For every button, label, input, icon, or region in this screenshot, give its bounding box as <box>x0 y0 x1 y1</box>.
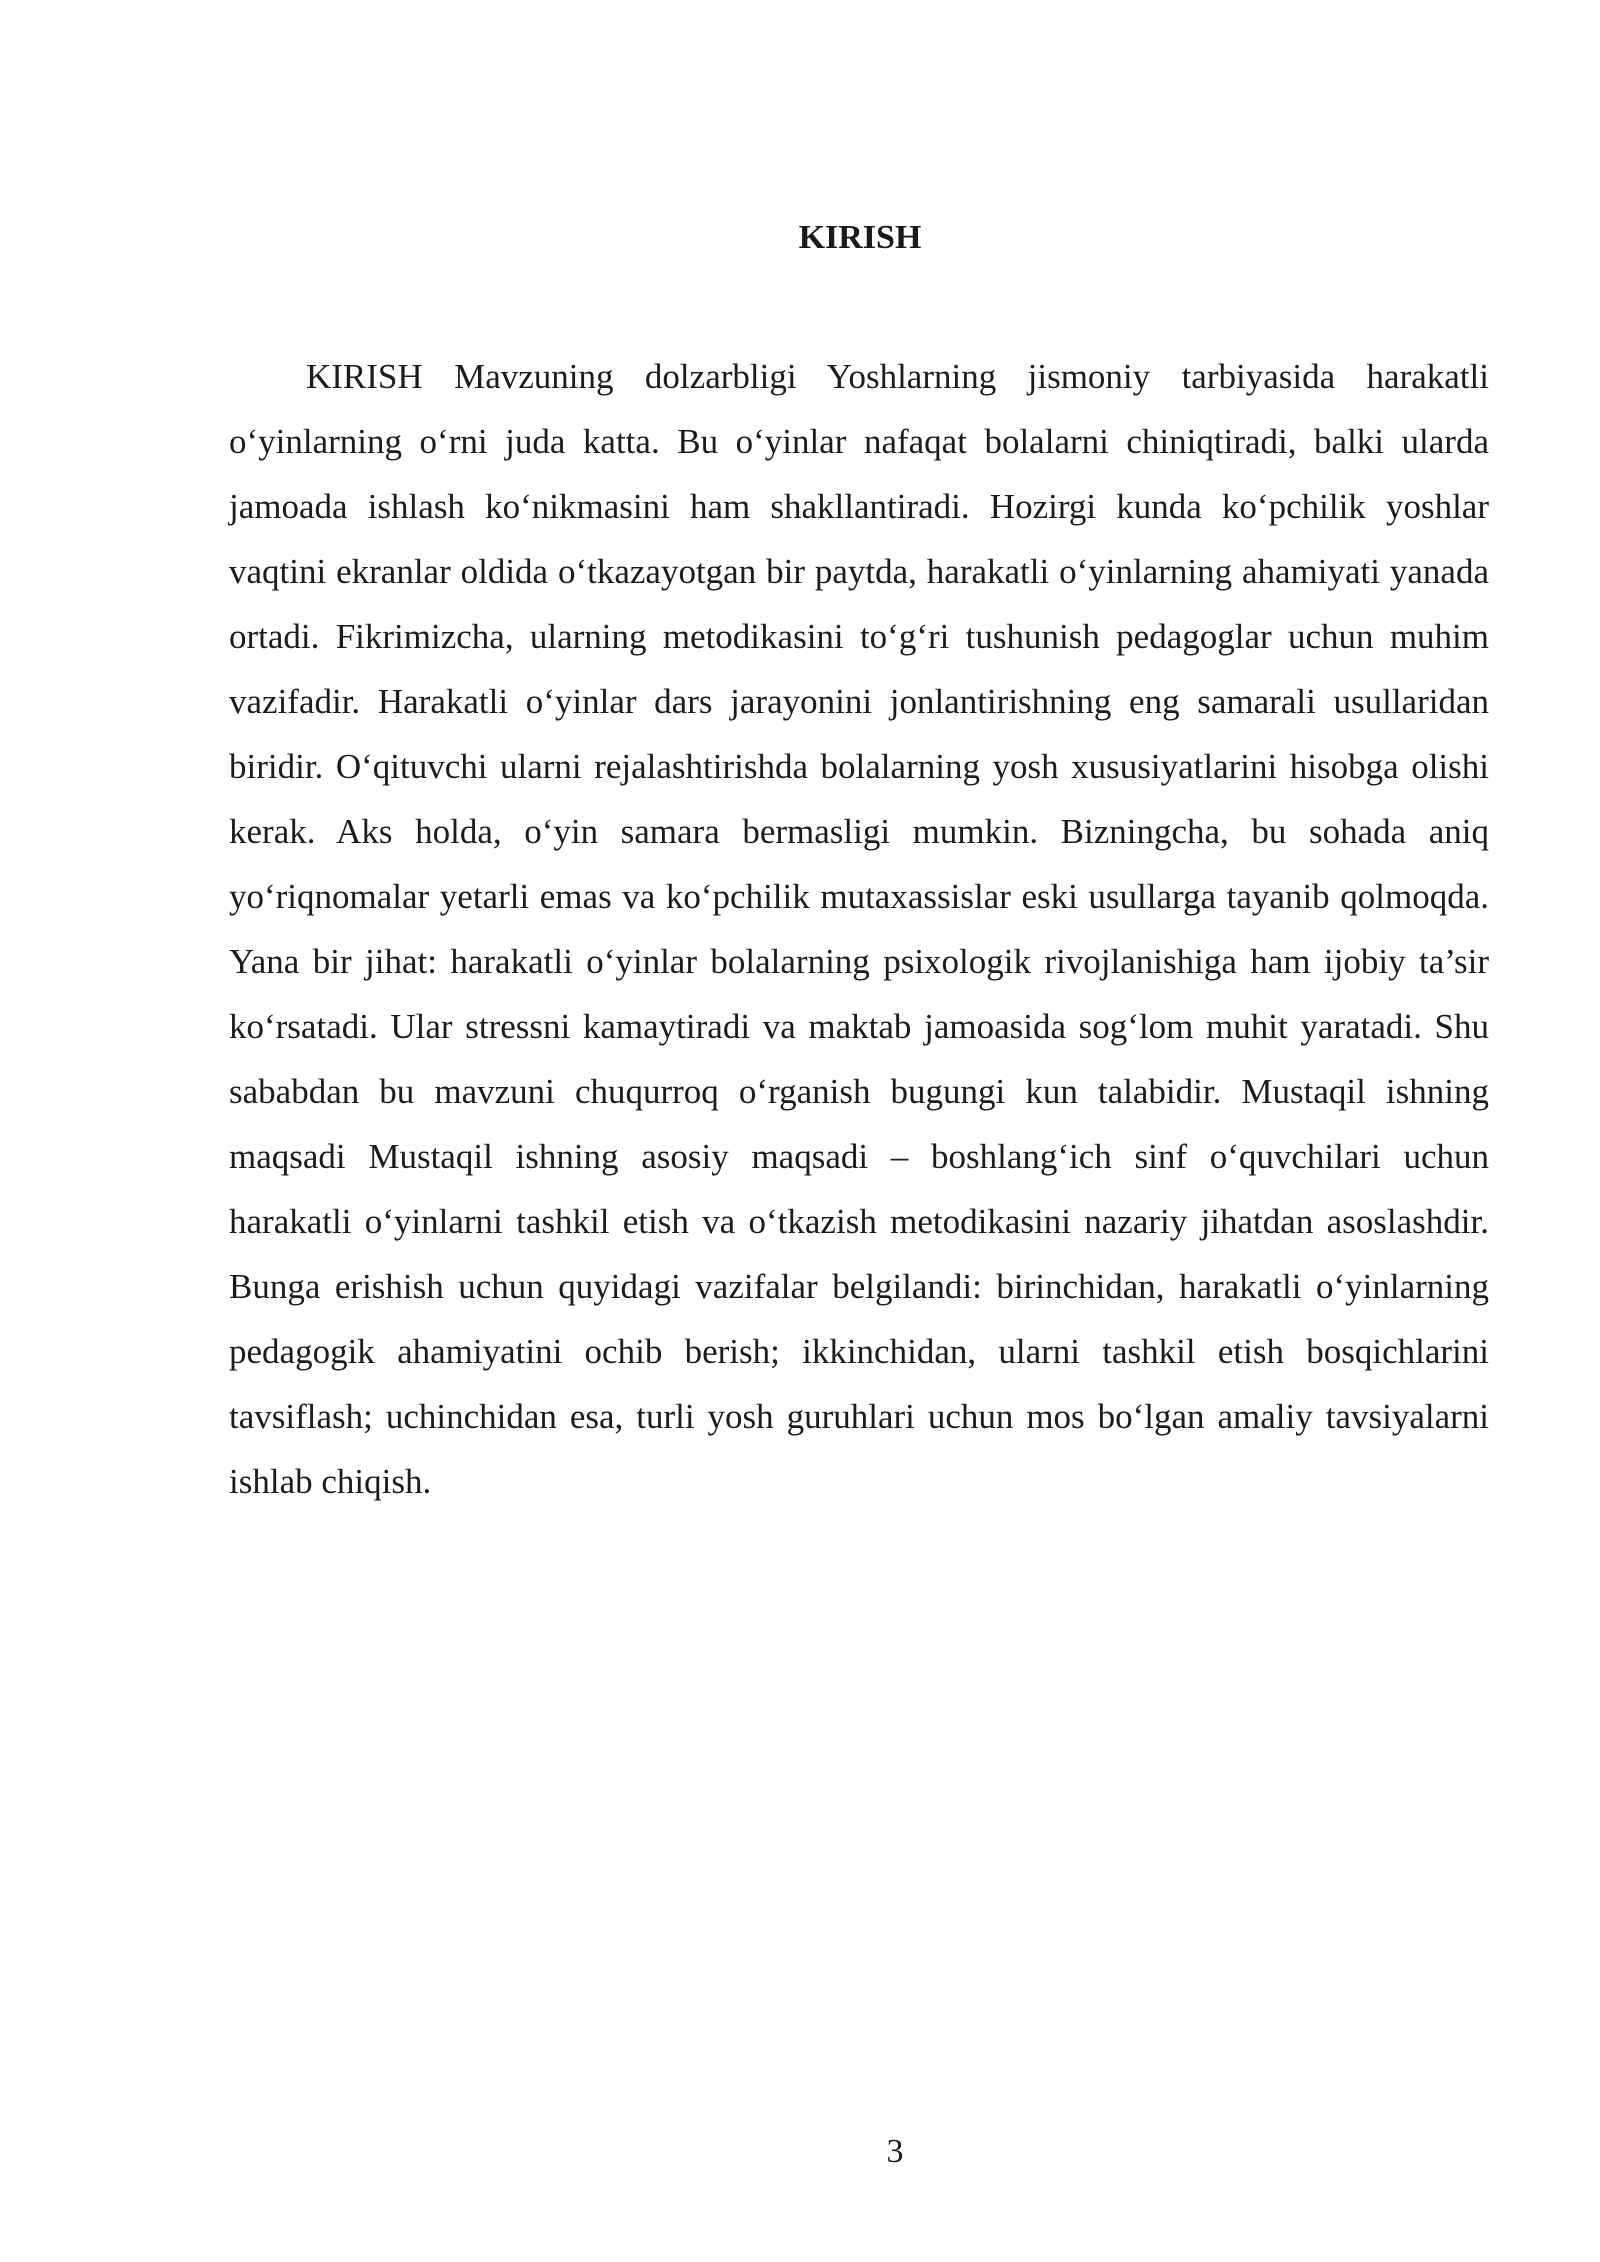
body-paragraph: KIRISH Mavzuning dolzarbligi Yoshlarning jismoniy tarbiyasida harakatli o‘yinlarning o‘rni juda katta. Bu o‘yinlar nafaqat bolalarni chiniqtiradi, balki ularda jamoada ishlash ko‘nikmasini ham shakllantiradi. Hozirgi kunda ko‘pchilik yoshlar vaqtini ekranlar oldida o‘tkazayotgan bir paytda, harakatli o‘yinlarning ahamiyati yanada ortadi. Fikrimizcha, ularning metodikasini to‘g‘ri tushunish pedagoglar uchun muhim vazifadir. Harakatli o‘yinlar dars jarayonini jonlantirishning eng samarali usullaridan biridir. O‘qituvchi ularni rejalashtirishda bolalarning yosh xususiyatlarini hisobga olishi kerak. Aks holda, o‘yin samara bermasligi mumkin. Bizningcha, bu sohada aniq yo‘riqnomalar yetarli emas va ko‘pchilik mutaxassislar eski usullarga tayanib qolmoqda. Yana bir jihat: harakatli o‘yinlar bolalarning psixologik rivojlanishiga ham ijobiy ta’sir ko‘rsatadi. Ular stressni kamaytiradi va maktab jamoasida sog‘lom muhit yaratadi. Shu sababdan bu mavzuni chuqurroq o‘rganish bugungi kun talabidir. Mustaqil ishning maqsadi Mustaqil ishning asosiy maqsadi – boshlang‘ich sinf o‘quvchilari uchun harakatli o‘yinlarni tashkil etish va o‘tkazish metodikasini nazariy jihatdan asoslashdir. Bunga erishish uchun quyidagi vazifalar belgilandi: birinchidan, harakatli o‘yinlarning pedagogik ahamiyatini ochib berish; ikkinchidan, ularni tashkil etish bosqichlarini tavsiflash; uchinchidan esa, turli yosh guruhlari uchun mos bo‘lgan amaliy tavsiyalarni ishlab chiqish. <box>229 357 1489 1501</box>
page-number: 3 <box>886 2133 904 2170</box>
page-title: KIRISH <box>798 219 922 256</box>
